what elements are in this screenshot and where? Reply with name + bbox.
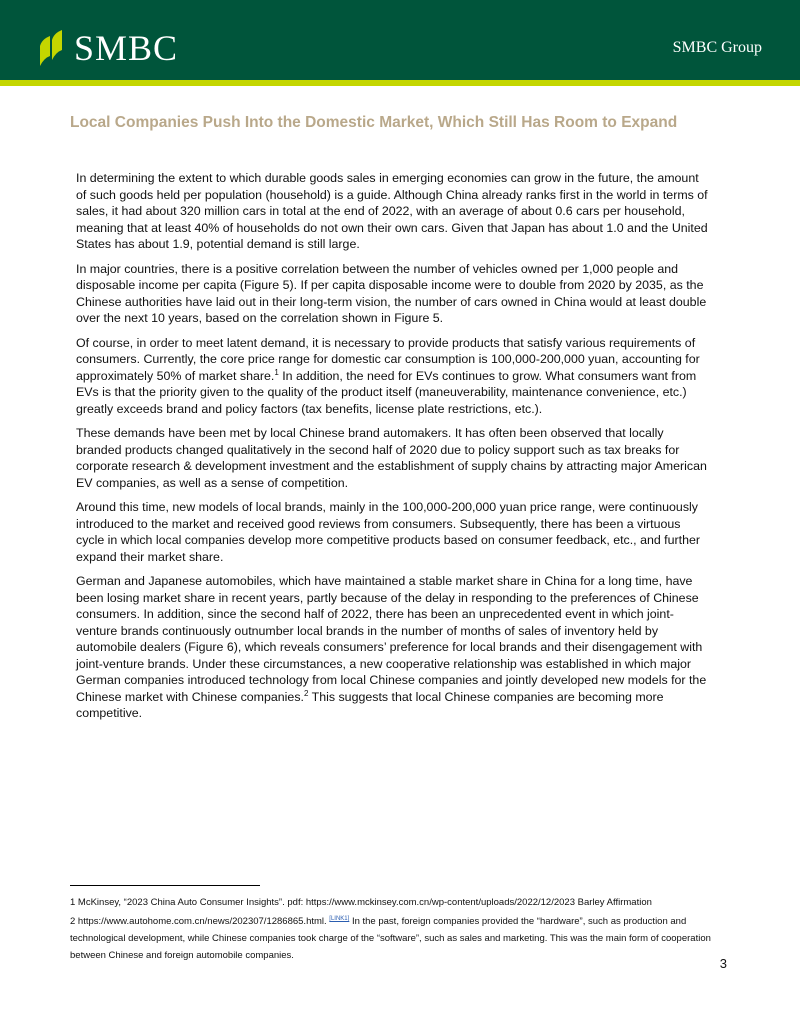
smbc-leaf-logo-icon xyxy=(38,30,68,68)
paragraph-text: These demands have been met by local Chinese brand automakers. It has often been observed that locally branded products changed qualitatively in the second half of 2020 due to policy support such as tax breaks for corporate research & development investment and the establishment of supply chains by attracting major American EV companies, as well as a sense of competition. xyxy=(76,426,707,490)
footnote-text: 2 https://www.autohome.com.cn/news/202307/1286865.html. xyxy=(70,916,330,928)
footnote-text: In the past, foreign companies provided the “hardware”, such as production and technological development, while Chinese companies took charge of the “software”, such as sales and marketing. This was the main form of cooperation between Chinese and foreign automobile companies. xyxy=(70,916,711,962)
group-label: SMBC Group xyxy=(672,39,762,56)
paragraph xyxy=(76,573,708,722)
logo-text: SMBC xyxy=(74,28,179,68)
paragraph-text: In addition, the need for EVs continues to grow. What consumers want from EVs is that the priority given to the quality of the product itself (maneuverability, maintenance convenience, etc.) greatly exceeds brand and policy factors (tax benefits, license plate restrictions, etc.). xyxy=(76,368,697,416)
footnote-ref: 1 xyxy=(274,367,279,377)
footnote-link[interactable]: [LINK1] xyxy=(329,916,350,922)
footnote-2 xyxy=(70,911,736,964)
paragraph-text: In determining the extent to which durable goods sales in emerging economies can grow in the future, the amount of such goods held per population (household) is a guide. Although China already ranks first in the world in terms of sales, it had about 320 million cars in total at the end of 2022, with an average of about 0.6 cars per household, meaning that at least 40% of households do not own their own cars. Given that Japan has about 1.0 and the United States has about 1.9, potential demand is still large. xyxy=(76,171,708,251)
section-title: Local Companies Push Into the Domestic Market, Which Still Has Room to Expand xyxy=(70,114,678,131)
paragraph xyxy=(76,499,708,565)
footnotes xyxy=(70,894,736,964)
accent-bar xyxy=(0,80,800,86)
footnote-ref: 2 xyxy=(303,688,309,698)
page-number: 3 xyxy=(719,956,727,971)
header-banner xyxy=(0,0,800,80)
paragraph-text: Of course, in order to meet latent demand, it is necessary to provide products that satisfy various requirements of consumers. Currently, the core price range for domestic car consumption is 100,000-200,000 yuan, accounting for approximately 50% of market share. xyxy=(76,335,700,383)
footnote-1 xyxy=(70,894,736,911)
paragraph-text: German and Japanese automobiles, which have maintained a stable market share in China for a long time, have been losing market share in recent years, partly because of the delay in responding to the preferences of Chinese consumers. In addition, since the second half of 2022, there has been an unprecedented event in which joint-venture brands continuously outnumber local brands in the number of months of sales of inventory held by automobile dealers (Figure 6), which reveals consumers’ preference for local brands and their disengagement with joint-venture brands. Under these circumstances, a new cooperative relationship was established in which major German companies introduced technology from local Chinese companies and jointly developed new models for the Chinese market with Chinese companies. xyxy=(76,574,707,704)
article-body xyxy=(76,170,708,730)
paragraph-text: Around this time, new models of local brands, mainly in the 100,000-200,000 yuan price range, were continuously introduced to the market and received good reviews from consumers. Subsequently, there has been a virtuous cycle in which local companies develop more competitive products based on consumer feedback, etc., and further expand their market share. xyxy=(76,500,700,564)
footnote-divider xyxy=(70,885,260,886)
paragraph xyxy=(76,170,708,253)
paragraph xyxy=(76,335,708,418)
paragraph-text: This suggests that local Chinese companies are becoming more competitive. xyxy=(76,689,664,720)
paragraph-text: In major countries, there is a positive correlation between the number of vehicles owned per 1,000 people and disposable income per capita (Figure 5). If per capita disposable income were to double from 2020 by 2035, as the Chinese authorities have laid out in their long-term vision, the number of cars owned in China would at least double over the next 10 years, based on the correlation shown in Figure 5. xyxy=(76,261,707,325)
footnote-text: 1 McKinsey, “2023 China Auto Consumer Insights”. pdf: https://www.mckinsey.com.cn/wp-content/uploads/2022/12/2023 Barley Affirmation xyxy=(70,897,652,908)
paragraph xyxy=(76,261,708,327)
paragraph xyxy=(76,425,708,491)
